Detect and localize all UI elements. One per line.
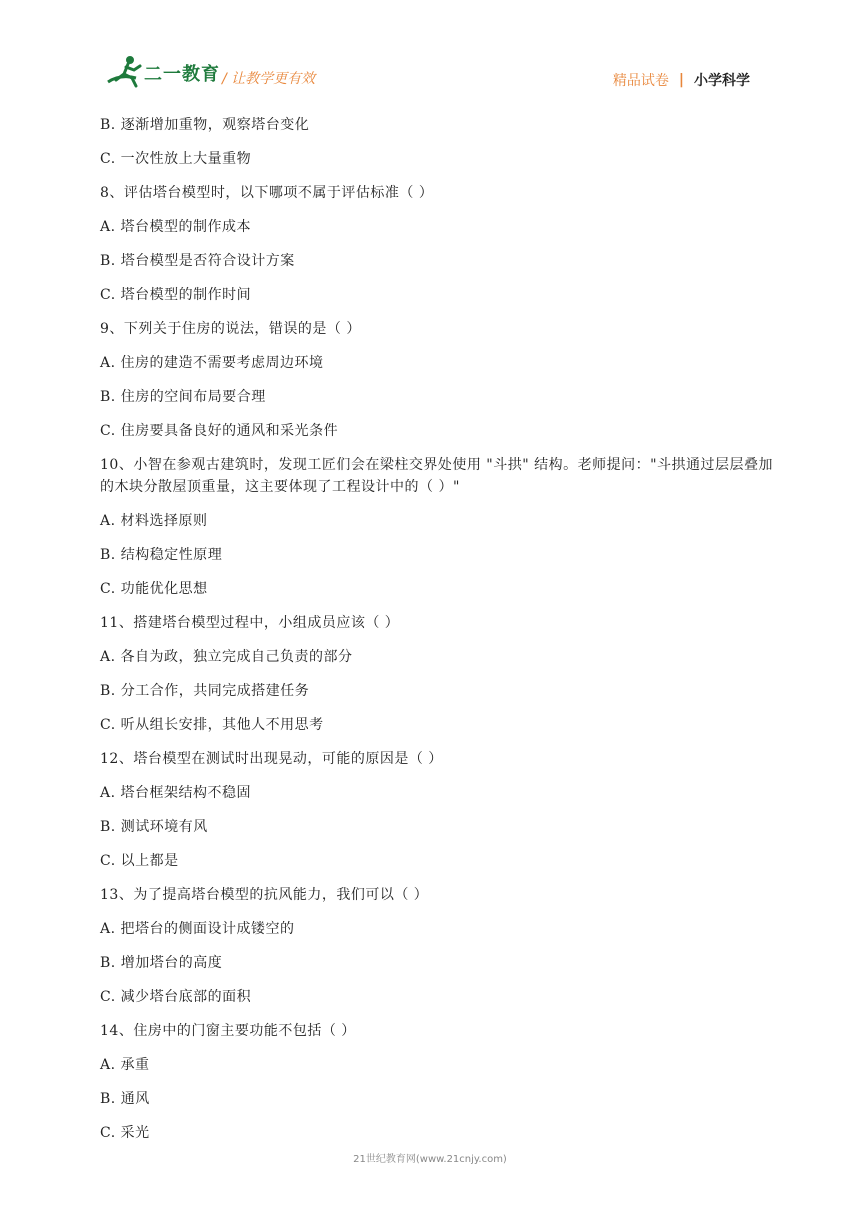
header-right [613, 70, 750, 90]
answer-option: C. 一次性放上大量重物 [100, 151, 252, 167]
question-content [100, 104, 780, 1146]
answer-option: B. 塔台模型是否符合设计方案 [100, 253, 295, 269]
answer-option: A. 把塔台的侧面设计成镂空的 [100, 921, 295, 937]
question-text: 12、塔台模型在测试时出现晃动，可能的原因是（ ） [100, 751, 443, 767]
question-text: 13、为了提高塔台模型的抗风能力，我们可以（ ） [100, 887, 429, 903]
answer-option: A. 住房的建造不需要考虑周边环境 [100, 355, 324, 371]
answer-option: B. 通风 [100, 1091, 150, 1107]
answer-option: A. 材料选择原则 [100, 513, 208, 529]
answer-option: A. 塔台模型的制作成本 [100, 219, 252, 235]
question-text: 10、小智在参观古建筑时，发现工匠们会在梁柱交界处使用 "斗拱" 结构。老师提问："斗拱通过层层叠加的木块分散屋顶重量，这主要体现了工程设计中的（ ）" [100, 457, 774, 495]
answer-option: B. 增加塔台的高度 [100, 955, 223, 971]
question-text: 9、下列关于住房的说法，错误的是（ ） [100, 321, 361, 337]
question-text: 8、评估塔台模型时，以下哪项不属于评估标准（ ） [100, 185, 434, 201]
answer-option: C. 塔台模型的制作时间 [100, 287, 252, 303]
answer-option: B. 测试环境有风 [100, 819, 208, 835]
answer-option: B. 住房的空间布局要合理 [100, 389, 266, 405]
question-text: 14、住房中的门窗主要功能不包括（ ） [100, 1023, 356, 1039]
answer-option: C. 住房要具备良好的通风和采光条件 [100, 423, 339, 439]
page-footer: 21世纪教育网(www.21cnjy.com) [353, 1154, 507, 1165]
answer-option: C. 听从组长安排，其他人不用思考 [100, 717, 324, 733]
answer-option: C. 采光 [100, 1125, 150, 1141]
answer-option: C. 以上都是 [100, 853, 179, 869]
question-text: 11、搭建塔台模型过程中，小组成员应该（ ） [100, 615, 400, 631]
answer-option: A. 各自为政，独立完成自己负责的部分 [100, 649, 353, 665]
answer-option: C. 减少塔台底部的面积 [100, 989, 252, 1005]
answer-option: B. 分工合作，共同完成搭建任务 [100, 683, 310, 699]
header-separator: | [678, 72, 684, 88]
answer-option: A. 塔台框架结构不稳固 [100, 785, 252, 801]
quality-badge: 精品试卷 [612, 73, 669, 89]
answer-option: B. 结构稳定性原理 [100, 547, 223, 563]
logo-text: 二一教育 [144, 64, 220, 85]
slogan: / 让教学更有效 [222, 71, 316, 87]
subject-label: 小学科学 [694, 73, 750, 89]
page-header [0, 0, 860, 100]
answer-option: C. 功能优化思想 [100, 581, 208, 597]
answer-option: B. 逐渐增加重物，观察塔台变化 [100, 117, 310, 133]
answer-option: A. 承重 [100, 1057, 150, 1073]
